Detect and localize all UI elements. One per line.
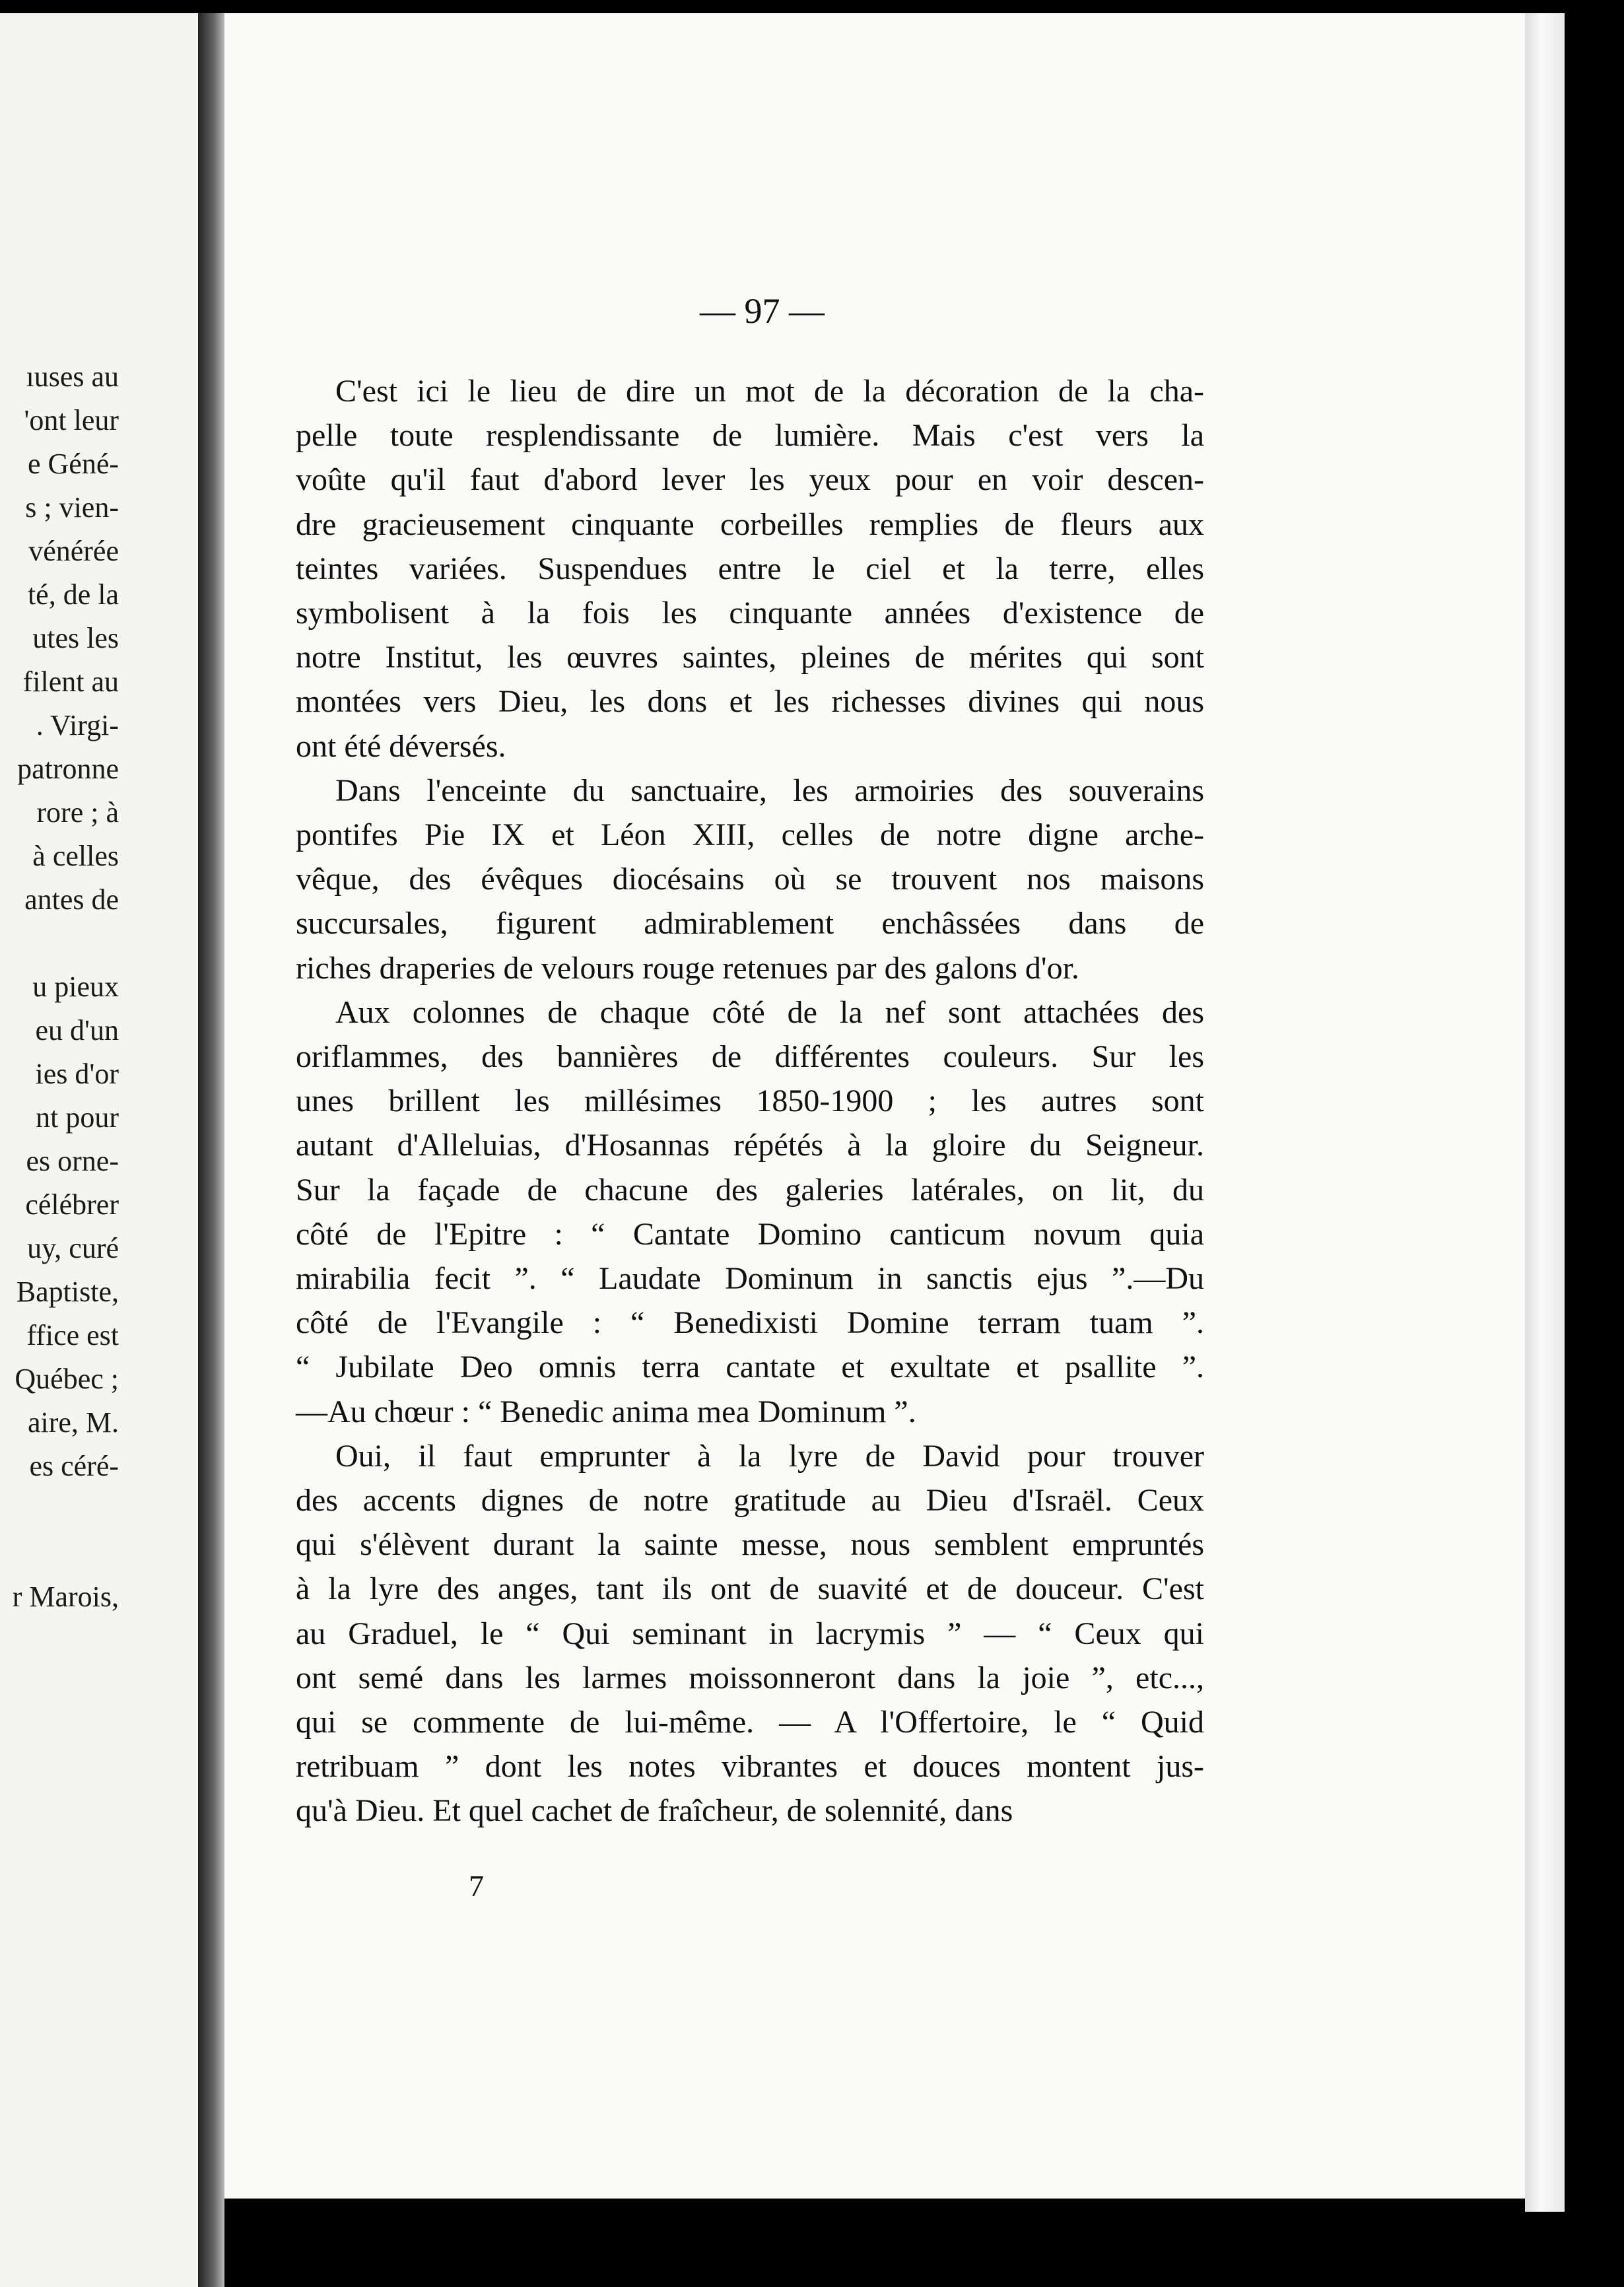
facing-page-line: uy, curé <box>27 1232 119 1264</box>
text-line: des accents dignes de notre gratitude au Dieu d'Israël. Ceux <box>296 1483 1204 1518</box>
facing-page-line: es céré- <box>29 1450 119 1482</box>
facing-page-line: s ; vien- <box>25 491 119 524</box>
text-line: pontifes Pie IX et Léon XIII, celles de notre digne arche- <box>296 817 1204 852</box>
text-line: teintes variées. Suspendues entre le ciel et la terre, elles <box>296 551 1204 586</box>
text-line: symbolisent à la fois les cinquante années d'existence de <box>296 596 1204 631</box>
text-line: ont semé dans les larmes moissonneront dans la joie ”, etc..., <box>296 1660 1204 1695</box>
text-line: riches draperies de velours rouge retenues par des galons d'or. <box>296 950 1079 986</box>
text-line: Oui, il faut emprunter à la lyre de David pour trouver <box>335 1438 1204 1474</box>
facing-page-line: 'ont leur <box>24 404 119 436</box>
text-line: notre Institut, les œuvres saintes, pleines de mérites qui sont <box>296 640 1204 675</box>
text-line: unes brillent les millésimes 1850-1900 ; les autres sont <box>296 1083 1204 1119</box>
signature-mark: 7 <box>469 1869 484 1903</box>
text-line: oriflammes, des bannières de différentes couleurs. Sur les <box>296 1039 1204 1074</box>
book-gutter <box>198 13 224 2287</box>
page-edge <box>1525 13 1565 2212</box>
facing-page-line: ies d'or <box>35 1058 119 1090</box>
text-line: —Au chœur : “ Benedic anima mea Dominum ”. <box>296 1394 916 1429</box>
facing-page-line: vénérée <box>28 535 119 567</box>
text-line: côté de l'Epitre : “ Cantate Domino canticum novum quia <box>296 1216 1204 1252</box>
facing-page-line: aire, M. <box>27 1406 119 1439</box>
text-line: Sur la façade de chacune des galeries latérales, on lit, du <box>296 1172 1204 1208</box>
text-line: autant d'Alleluias, d'Hosannas répétés à la gloire du Seigneur. <box>296 1128 1204 1163</box>
facing-page-line: e Géné- <box>27 448 119 480</box>
text-line: mirabilia fecit ”. “ Laudate Dominum in sanctis ejus ”.—Du <box>296 1261 1204 1296</box>
facing-page-line: nt pour <box>36 1101 119 1134</box>
text-line: C'est ici le lieu de dire un mot de la décoration de la cha- <box>335 374 1204 409</box>
facing-page-line: . Virgi- <box>36 709 119 741</box>
text-line: vêque, des évêques diocésains où se trouvent nos maisons <box>296 862 1204 897</box>
facing-page-line: u pieux <box>32 971 119 1003</box>
text-line: pelle toute resplendissante de lumière. Mais c'est vers la <box>296 418 1204 454</box>
text-line: au Graduel, le “ Qui seminant in lacrymis ” — “ Ceux qui <box>296 1616 1204 1651</box>
facing-page-line: célébrer <box>25 1188 119 1221</box>
facing-page-line: antes de <box>24 883 119 916</box>
text-line: côté de l'Evangile : “ Benedixisti Domine terram tuam ”. <box>296 1305 1204 1341</box>
facing-page-line: Québec ; <box>15 1363 119 1395</box>
facing-page-line: ıuses au <box>26 360 119 393</box>
facing-page-line: Baptiste, <box>16 1276 119 1308</box>
text-line: succursales, figurent admirablement enchâssées dans de <box>296 906 1204 941</box>
text-line: à la lyre des anges, tant ils ont de suavité et de douceur. C'est <box>296 1571 1204 1607</box>
facing-page-line: rore ; à <box>36 796 119 829</box>
page-number: — 97 — <box>700 291 825 331</box>
facing-page-line: r Marois, <box>12 1581 119 1613</box>
facing-page-line: té, de la <box>27 578 119 611</box>
text-line: montées vers Dieu, les dons et les richesses divines qui nous <box>296 684 1204 720</box>
text-line: retribuam ” dont les notes vibrantes et douces montent jus- <box>296 1749 1204 1785</box>
text-line: Aux colonnes de chaque côté de la nef sont attachées des <box>335 994 1204 1030</box>
text-line: qu'à Dieu. Et quel cachet de fraîcheur, de solennité, dans <box>296 1793 1013 1829</box>
text-line: qui s'élèvent durant la sainte messe, nous semblent empruntés <box>296 1527 1204 1563</box>
text-line: qui se commente de lui-même. — A l'Offertoire, le “ Quid <box>296 1705 1204 1740</box>
facing-page-line: eu d'un <box>35 1014 119 1046</box>
facing-page-line: ffice est <box>26 1319 119 1351</box>
facing-page-line: utes les <box>32 622 119 654</box>
text-line: voûte qu'il faut d'abord lever les yeux pour en voir descen- <box>296 462 1204 498</box>
facing-page-line: es orne- <box>26 1145 119 1177</box>
text-line: ont été déversés. <box>296 728 506 764</box>
facing-page-line: patronne <box>17 753 119 785</box>
text-line: “ Jubilate Deo omnis terra cantate et exultate et psallite ”. <box>296 1349 1204 1385</box>
text-line: dre gracieusement cinquante corbeilles remplies de fleurs aux <box>296 506 1204 542</box>
facing-page-line: filent au <box>22 666 119 698</box>
facing-page-line: à celles <box>32 840 119 872</box>
facing-page-fragment <box>0 13 198 2287</box>
text-line: Dans l'enceinte du sanctuaire, les armoiries des souverains <box>335 772 1204 808</box>
